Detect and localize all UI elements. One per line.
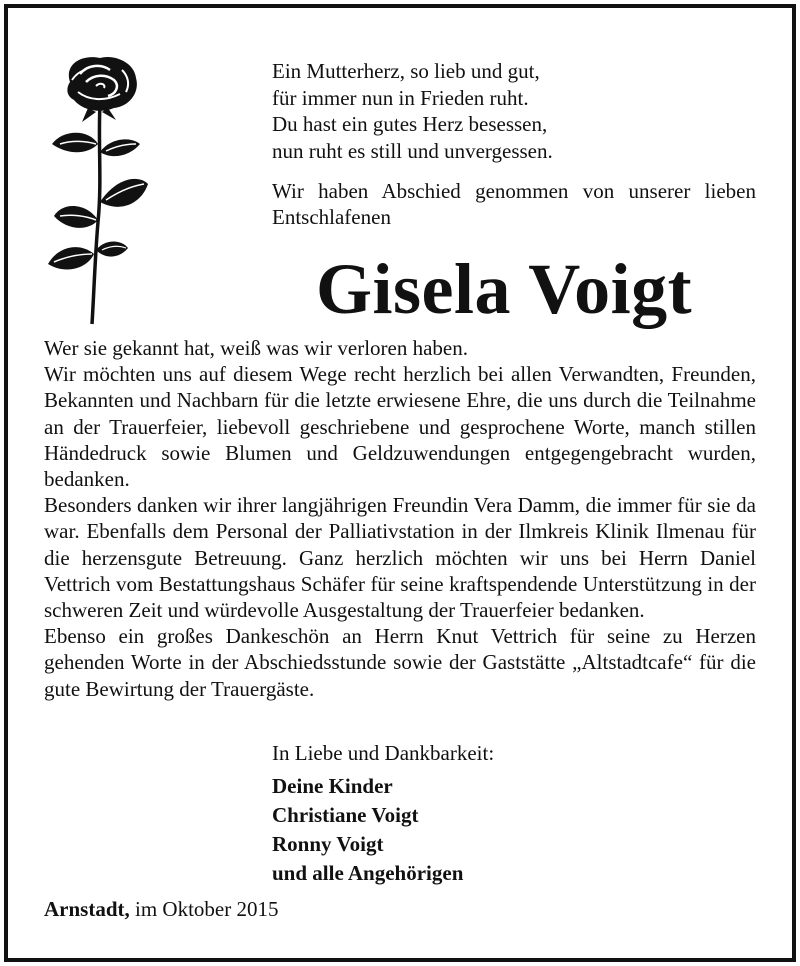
signer: Deine Kinder (272, 774, 393, 798)
signers-list (272, 772, 463, 888)
intro-text: Wir haben Abschied genommen von unserer lieben Entschlafenen (272, 179, 756, 229)
body-paragraph: Besonders danken wir ihrer langjährigen Freundin Vera Damm, die immer für sie da war. Ebenfalls dem Personal der Palliativstation in der Ilmkreis Klinik Ilmenau für die herzensgute Betreuung. Ganz herzlich möchten wir uns bei Herrn Daniel Vettrich vom Bestattungshaus Schäfer für seine kraftspendende Unterstützung in der schweren Zeit und würdevolle Ausgestaltung der Trauerfeier bedanken. (44, 493, 756, 623)
poem (272, 58, 742, 164)
deceased-name: Gisela Voigt (316, 249, 693, 329)
poem-line: Ein Mutterherz, so lieb und gut, (272, 59, 540, 83)
body-paragraph: Wir möchten uns auf diesem Wege recht herzlich bei allen Verwandten, Freunden, Bekannten und Nachbarn für die letzte erwiesene Ehre, die uns durch die Teilnahme an der Trauerfeier, liebevoll geschriebene und gesprochene Worte, manch stillen Händedruck sowie Blumen und Geldzuwendungen entgegengebracht wurden, bedanken. (44, 362, 756, 492)
signer: Ronny Voigt (272, 832, 384, 856)
closing-line: In Liebe und Dankbarkeit: (272, 741, 495, 765)
poem-line: Du hast ein gutes Herz besessen, (272, 112, 548, 136)
signer: Christiane Voigt (272, 803, 419, 827)
date: im Oktober 2015 (135, 897, 279, 921)
thank-you-text (44, 335, 756, 702)
body-paragraph: Ebenso ein großes Dankeschön an Herrn Knut Vettrich für seine zu Herzen gehenden Worte in der Abschiedsstunde sowie der Gaststätte „Altstadtcafe“ für die gute Bewirtung der Trauergäste. (44, 624, 756, 701)
poem-line: nun ruht es still und unvergessen. (272, 138, 553, 163)
signer: und alle Angehörigen (272, 861, 464, 885)
place: Arnstadt, (44, 897, 130, 921)
rose-icon (42, 52, 152, 327)
poem-line: für immer nun in Frieden ruht. (272, 85, 529, 110)
body-paragraph: Wer sie gekannt hat, weiß was wir verloren haben. (44, 336, 468, 360)
place-date (44, 896, 279, 922)
